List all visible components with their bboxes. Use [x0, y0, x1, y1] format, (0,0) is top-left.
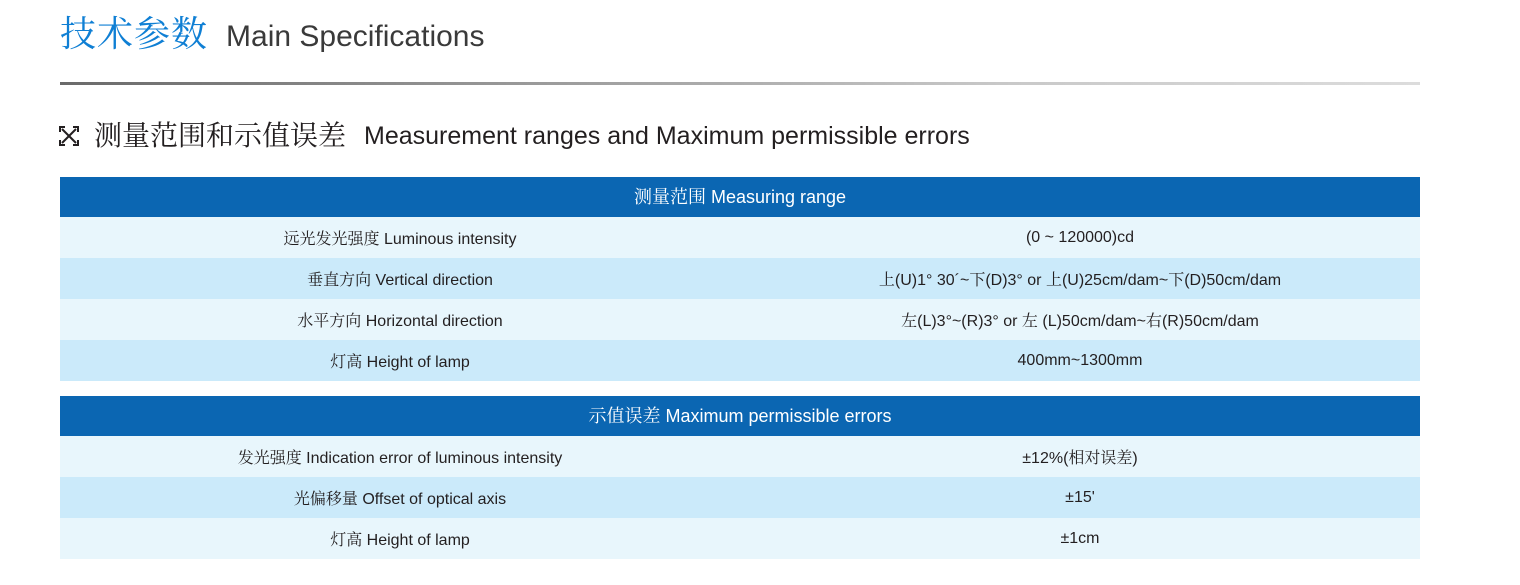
row-value: ±15' — [740, 477, 1420, 518]
page-header — [60, 13, 485, 54]
row-value: (0 ~ 120000)cd — [740, 217, 1420, 258]
table-header-row — [60, 396, 1420, 436]
row-value: 上(U)1° 30´~下(D)3° or 上(U)25cm/dam~下(D)50cm/dam — [740, 258, 1420, 299]
table-row — [60, 258, 1420, 299]
row-label: 发光强度 Indication error of luminous intensity — [60, 436, 740, 477]
row-value: ±1cm — [740, 518, 1420, 559]
page-title-en: Main Specifications — [226, 20, 485, 53]
permissible-errors-table — [60, 396, 1420, 559]
table-row — [60, 518, 1420, 559]
table-header-row — [60, 177, 1420, 217]
table-row — [60, 477, 1420, 518]
expand-arrows-icon — [58, 125, 80, 147]
row-label: 远光发光强度 Luminous intensity — [60, 217, 740, 258]
row-value: 400mm~1300mm — [740, 340, 1420, 381]
table-header-label: 示值误差 Maximum permissible errors — [60, 396, 1420, 436]
header-divider — [60, 82, 1420, 85]
measuring-range-table — [60, 177, 1420, 381]
row-label: 灯高 Height of lamp — [60, 340, 740, 381]
section-title-cn: 测量范围和示值误差 — [94, 120, 347, 151]
row-value: 左(L)3°~(R)3° or 左 (L)50cm/dam~右(R)50cm/dam — [740, 299, 1420, 340]
table-row — [60, 299, 1420, 340]
section-title-en: Measurement ranges and Maximum permissible errors — [364, 121, 970, 150]
row-label: 光偏移量 Offset of optical axis — [60, 477, 740, 518]
table-header-label: 测量范围 Measuring range — [60, 177, 1420, 217]
page-title-cn: 技术参数 — [60, 13, 209, 54]
table-row — [60, 217, 1420, 258]
table-row — [60, 436, 1420, 477]
row-label: 灯高 Height of lamp — [60, 518, 740, 559]
row-value: ±12%(相对误差) — [740, 436, 1420, 477]
row-label: 水平方向 Horizontal direction — [60, 299, 740, 340]
section-heading — [58, 122, 970, 150]
row-label: 垂直方向 Vertical direction — [60, 258, 740, 299]
table-row — [60, 340, 1420, 381]
